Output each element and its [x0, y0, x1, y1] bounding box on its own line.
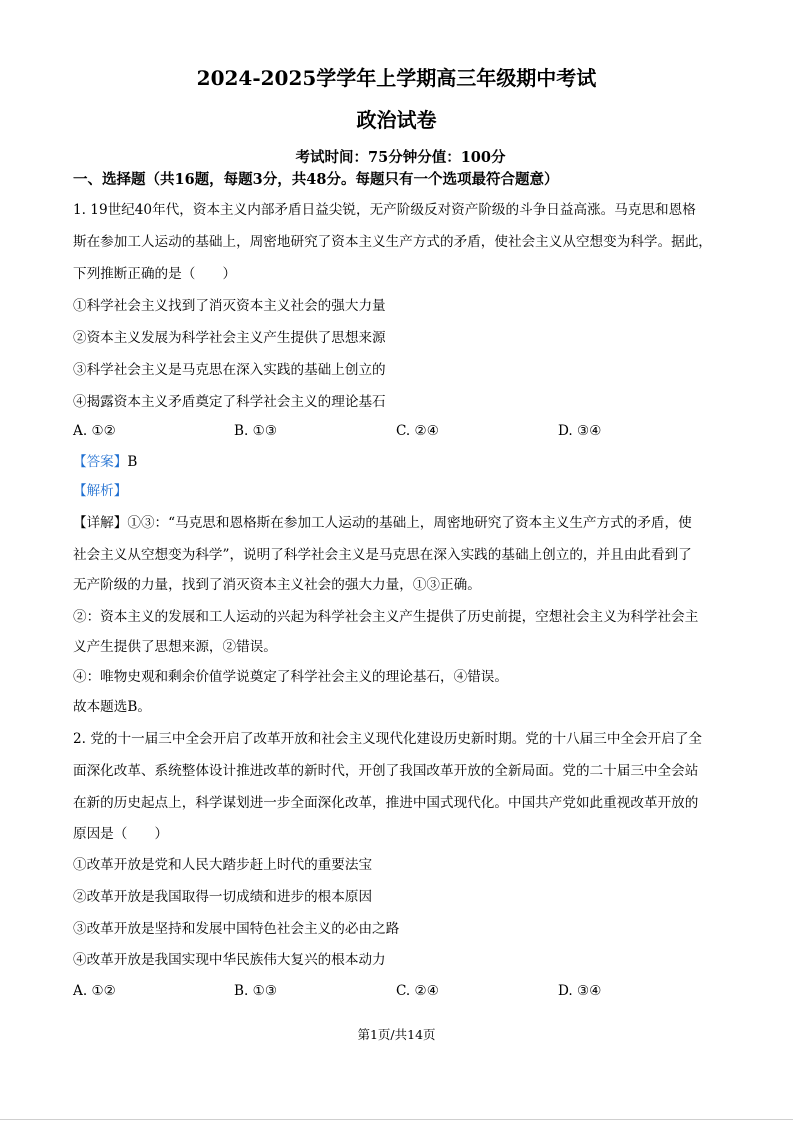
answer-tag: 【答案】	[73, 454, 128, 470]
q2-option-b: B. ①③	[234, 983, 278, 999]
q1-statement: ④揭露资本主义矛盾奠定了科学社会主义的理论基石	[73, 394, 386, 410]
q1-statement: ②资本主义发展为科学社会主义产生提供了思想来源	[73, 330, 386, 346]
q2-stem-line: 面深化改革、系统整体设计推进改革的新时代，开创了我国改革开放的全新局面。党的二十届三中全会站	[73, 763, 699, 779]
exam-subtitle: 政治试卷	[356, 108, 437, 132]
q1-explain-line: ④：唯物史观和剩余价值学说奠定了科学社会主义的理论基石，④错误。	[73, 669, 508, 685]
q1-stem-line: 斯在参加工人运动的基础上，周密地研究了资本主义生产方式的矛盾，使社会主义从空想变为科学。据此，	[73, 234, 712, 250]
exam-info: 考试时间：75分钟分值：100分	[295, 149, 506, 166]
q1-option-a: A. ①②	[73, 423, 116, 439]
q1-answer-row	[73, 453, 137, 471]
section-heading: 一、选择题（共16题，每题3分，共48分。每题只有一个选项最符合题意）	[73, 171, 559, 188]
q2-option-a: A. ①②	[73, 983, 116, 999]
q1-explain-line: 无产阶级的力量，找到了消灭资本主义社会的强大力量，①③正确。	[73, 577, 481, 593]
page-number: 第1页/共14页	[357, 1027, 436, 1042]
q1-explain-line: ②：资本主义的发展和工人运动的兴起为科学社会主义产生提供了历史前提，空想社会主义为科学社会主	[73, 609, 699, 625]
q1-explain-line: 义产生提供了思想来源，②错误。	[73, 639, 277, 655]
q1-statement: ①科学社会主义找到了消灭资本主义社会的强大力量	[73, 298, 386, 314]
q1-option-d: D. ③④	[558, 423, 602, 439]
q1-statement: ③科学社会主义是马克思在深入实践的基础上创立的	[73, 362, 386, 378]
analysis-tag: 【解析】	[73, 483, 128, 499]
q2-stem-line: 原因是（ ）	[73, 826, 169, 842]
answer-value: B	[127, 454, 138, 470]
q2-option-c: C. ②④	[396, 983, 439, 999]
q1-stem-line: 下列推断正确的是（ ）	[73, 266, 237, 282]
q1-explain-line: 社会主义从空想变为科学”，说明了科学社会主义是马克思在深入实践的基础上创立的，并且由此看到了	[73, 547, 692, 563]
q1-stem-line: 1. 19世纪40年代，资本主义内部矛盾日益尖锐，无产阶级反对资产阶级的斗争日益高涨。马克思和恩格	[73, 202, 696, 218]
exam-title: 2024-2025学学年上学期高三年级期中考试	[196, 66, 597, 90]
q2-statement: ②改革开放是我国取得一切成绩和进步的根本原因	[73, 889, 373, 905]
q2-statement: ③改革开放是坚持和发展中国特色社会主义的必由之路	[73, 921, 400, 937]
q2-stem-line: 2. 党的十一届三中全会开启了改革开放和社会主义现代化建设历史新时期。党的十八届三中全会开启了全	[73, 731, 703, 747]
q1-option-c: C. ②④	[396, 423, 439, 439]
q1-explain-line: 故本题选B。	[73, 699, 151, 715]
q1-explain-line: 【详解】①③：“马克思和恩格斯在参加工人运动的基础上，周密地研究了资本主义生产方式的矛盾，使	[73, 515, 692, 531]
q1-option-b: B. ①③	[234, 423, 278, 439]
q2-stem-line: 在新的历史起点上，科学谋划进一步全面深化改革，推进中国式现代化。中国共产党如此重视改革开放的	[73, 795, 699, 811]
bottom-divider	[0, 1119, 793, 1120]
q2-statement: ④改革开放是我国实现中华民族伟大复兴的根本动力	[73, 952, 386, 968]
q2-statement: ①改革开放是党和人民大踏步赶上时代的重要法宝	[73, 857, 373, 873]
q2-option-d: D. ③④	[558, 983, 602, 999]
